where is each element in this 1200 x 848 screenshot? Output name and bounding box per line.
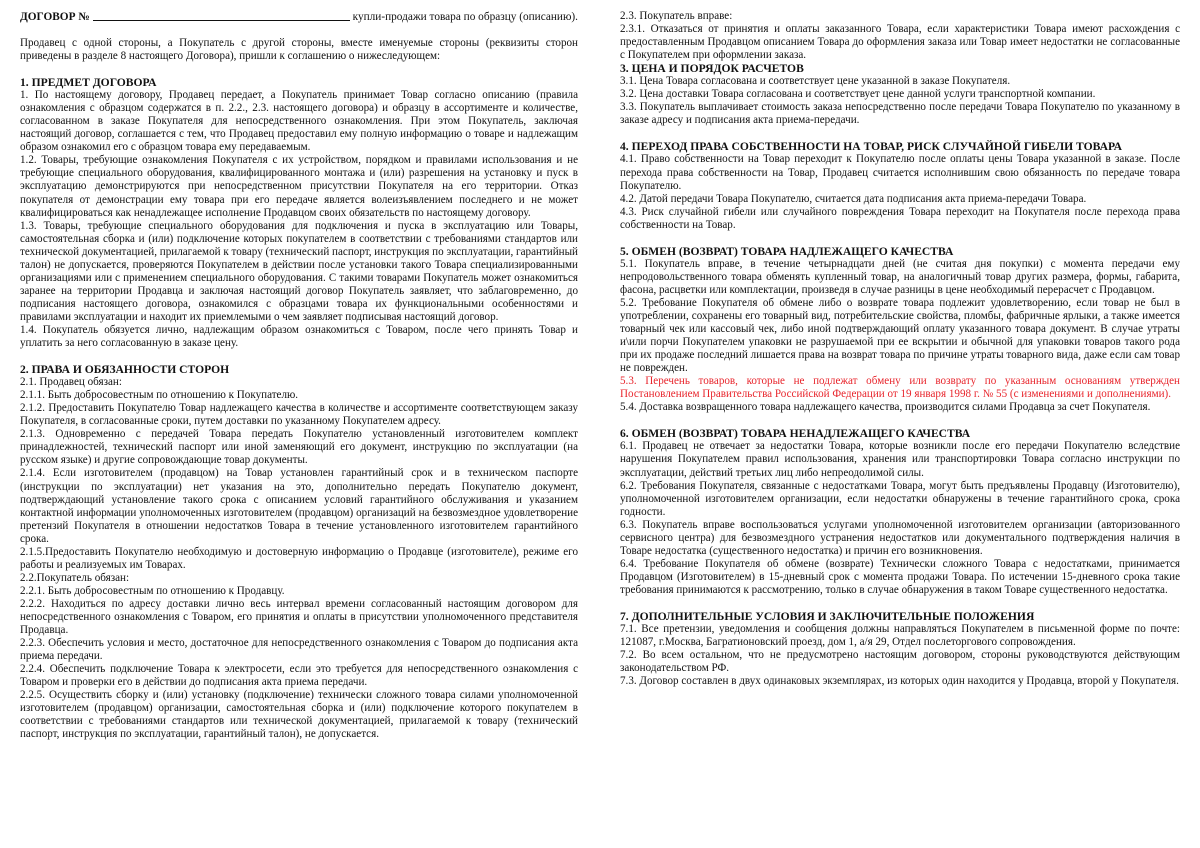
- section-5-heading: 5. ОБМЕН (ВОЗВРАТ) ТОВАРА НАДЛЕЖАЩЕГО КАЧЕСТВА: [620, 244, 954, 258]
- right-column: [620, 10, 1180, 688]
- clause-7-1: 7.1. Все претензии, уведомления и сообщения должны направляться Покупателем в письменной форме по почте: 121087, г.Москва, Багратионовский проезд, дом 1, а/я 29, Отдел послеторгового сопровождения.: [620, 623, 1180, 649]
- section-3-heading: 3. ЦЕНА И ПОРЯДОК РАСЧЕТОВ: [620, 62, 804, 76]
- section-1-heading: 1. ПРЕДМЕТ ДОГОВОРА: [20, 76, 157, 90]
- clause-2-1: 2.1. Продавец обязан:: [20, 376, 122, 389]
- clause-3-2: 3.2. Цена доставки Товара согласована и соответствует цене данной услуги транспортной компании.: [620, 88, 1096, 101]
- clause-2-2-5: 2.2.5. Осуществить сборку и (или) установку (подключение) технически сложного товара силами уполномоченной изготовителем (продавцом) организации, самостоятельная сборка и (или) подключение которого покупателем в соответствии с требованиями стандартов или технической документацией, прилагаемой к товару (технический паспорт, инструкция по эксплуатации, гарантийный талон), не допускается.: [20, 689, 578, 741]
- clause-4-1: 4.1. Право собственности на Товар переходит к Покупателю после оплаты цены Товара указанной в заказе. После перехода права собственности на Товар, Продавец считается исполнившим свою обязанность по передаче товара Покупателю.: [620, 153, 1180, 192]
- clause-1-2: 1.2. Товары, требующие ознакомления Покупателя с их устройством, порядком и правилами использования и не требующие специального оборудования, квалифицированного монтажа и (или) разрешения на установку и пуск в эксплуатацию демонстрируются при непосредственном присутствии Покупателя на его территории. Отказ покупателя от демонстрации ему товара при его передаче является волеизъявлением последнего и не может квалифицироваться как ненадлежащее исполнение Продавцом своих обязательств по настоящему договору.: [20, 154, 578, 219]
- clause-2-1-1: 2.1.1. Быть добросовестным по отношению к Покупателю.: [20, 389, 299, 402]
- clause-2-2-3: 2.2.3. Обеспечить условия и место, достаточное для непосредственного ознакомления с Товаром до подписания акта приема передачи.: [20, 637, 578, 663]
- clause-6-4: 6.4. Требование Покупателя об обмене (возврате) Технически сложного Товара с недостатками, принимается Продавцом (Изготовителем) в 15-дневный срок с момента продажи Товара. По истечении 15-дневного срока такие требования принимаются к рассмотрению, только в случае обнаружения в таком Товаре существенного недостатка.: [620, 557, 1180, 596]
- clause-1-1: 1. По настоящему договору, Продавец передает, а Покупатель принимает Товар согласно описанию (правила ознакомления с образцом содержатся в п. 2.2., 2.3. настоящего договора) и образцу в ассортименте и количестве, согласованном в заказе Покупателя для непосредственного ознакомления. При этом Покупатель, заключая настоящий договор, соглашается с тем, что Продавец предоставил ему полную информацию о товаре и надлежащим образом ознакомил его с образцом товара ему передаваемым.: [20, 89, 578, 154]
- clause-6-1: 6.1. Продавец не отвечает за недостатки Товара, которые возникли после его передачи Покупателю вследствие нарушения Покупателем правил использования, хранения или транспортировки Товара согласно инструкции по эксплуатации, действий третьих лиц либо непреодолимой силы.: [620, 440, 1180, 479]
- clause-2-2-4: 2.2.4. Обеспечить подключение Товара к электросети, если это требуется для непосредственного ознакомления с Товаром и проверки его в действии до подписания акта приема передачи.: [20, 663, 578, 689]
- clause-6-2: 6.2. Требования Покупателя, связанные с недостатками Товара, могут быть предъявлены Продавцу (Изготовителю), уполномоченной изготовителем организации, если недостатки обнаружены в течение гарантийного срока, срока годности.: [620, 479, 1180, 518]
- section-6-heading: 6. ОБМЕН (ВОЗВРАТ) ТОВАРА НЕНАДЛЕЖАЩЕГО КАЧЕСТВА: [620, 427, 971, 441]
- clause-2-2-1: 2.2.1. Быть добросовестным по отношению к Продавцу.: [20, 584, 285, 597]
- title-label: ДОГОВОР №: [20, 11, 90, 23]
- clause-2-1-5: 2.1.5.Предоставить Покупателю необходимую и достоверную информацию о Продавце (изготовителе), режиме его работы и реализуемых им Товарах.: [20, 545, 578, 571]
- title-tail: купли-продажи товара по образцу (описанию).: [352, 11, 578, 23]
- clause-2-1-3: 2.1.3. Одновременно с передачей Товара передать Покупателю установленный изготовителем комплект принадлежностей, технический паспорт или иной заменяющий его документ, инструкцию по эксплуатации (на русском языке) и другие сопровождающие товар документы.: [20, 428, 578, 467]
- clause-3-1: 3.1. Цена Товара согласована и соответствует цене указанной в заказе Покупателя.: [620, 75, 1011, 88]
- clause-2-3: 2.3. Покупатель вправе:: [620, 10, 733, 22]
- clause-1-3: 1.3. Товары, требующие специального оборудования для подключения и пуска в эксплуатацию или Товары, самостоятельная сборка и (или) подключение которых покупателем в соответствии с требованиями стандартов или технической документацией, прилагаемой к товару (технический паспорт, инструкция по эксплуатации, гарантийный талон) не допускается, проверяются Покупателем в действии после установки такого Товара специализированными организациями или с применением специального оборудования. С такими товарами Покупатель может ознакомиться заранее на территории Продавца и заключая настоящий договор Покупатель заявляет, что заблаговременно, до подписания настоящего договора, ознакомился с образцами товара их функциональными особенностями и правилами эксплуатации и находит их приемлемыми о чем заявляет подписывая настоящий договор.: [20, 219, 578, 323]
- clause-7-2: 7.2. Во всем остальном, что не предусмотрено настоящим договором, стороны руководствуются действующим законодательством РФ.: [620, 649, 1180, 675]
- clause-2-1-2: 2.1.2. Предоставить Покупателю Товар надлежащего качества в количестве и ассортименте соответствующем заказу Покупателя, в согласованные сроки, путем доставки по указанному Покупателем адресу.: [20, 402, 578, 428]
- left-column: [20, 10, 578, 741]
- clause-5-4: 5.4. Доставка возвращенного товара надлежащего качества, производится силами Продавца за счет Покупателя.: [620, 401, 1151, 414]
- document-title: [20, 10, 578, 24]
- clause-1-4: 1.4. Покупатель обязуется лично, надлежащим образом ознакомиться с Товаром, после чего принять Товар и уплатить за него согласованную в заказе цену.: [20, 323, 578, 350]
- intro-paragraph: Продавец с одной стороны, а Покупатель с другой стороны, вместе именуемые стороны (реквизиты сторон приведены в разделе 8 настоящего Договора), пришли к соглашению о нижеследующем:: [20, 37, 578, 63]
- section-7-heading: 7. ДОПОЛНИТЕЛЬНЫЕ УСЛОВИЯ И ЗАКЛЮЧИТЕЛЬНЫЕ ПОЛОЖЕНИЯ: [620, 609, 1035, 623]
- clause-6-3: 6.3. Покупатель вправе воспользоваться услугами уполномоченной изготовителем организации (авторизованного сервисного центра) для безвозмездного устранения недостатков или документального подтверждения наличия в Товаре недостатка (существенного недостатка) и причин его возникновения.: [620, 518, 1180, 557]
- clause-5-3-highlighted: 5.3. Перечень товаров, которые не подлежат обмену или возврату по указанным основаниям утвержден Постановлением Правительства Российской Федерации от 19 января 1998 г. № 55 (с изменениями и дополнениями).: [620, 375, 1180, 401]
- section-4-heading: 4. ПЕРЕХОД ПРАВА СОБСТВЕННОСТИ НА ТОВАР, РИСК СЛУЧАЙНОЙ ГИБЕЛИ ТОВАРА: [620, 140, 1122, 154]
- clause-3-3: 3.3. Покупатель выплачивает стоимость заказа непосредственно после передачи Товара Покупателю по указанному в заказе адресу и подписания акта приема-передачи.: [620, 101, 1180, 127]
- clause-2-1-4: 2.1.4. Если изготовителем (продавцом) на Товар установлен гарантийный срок и в техническом паспорте (инструкции по эксплуатации) нет указания на это, дополнительно передать Покупателю документ, подтверждающий установление такого срока с описанием условий гарантийного обслуживания и указанием контактной информации уполномоченных изготовителем (продавцом) организаций на безвозмездное удовлетворение претензий Покупателя в отношении недостатков Товара в течение установленного изготовителем гарантийного срока.: [20, 467, 578, 545]
- clause-5-2: 5.2. Требование Покупателя об обмене либо о возврате товара подлежит удовлетворению, если товар не был в употреблении, сохранены его товарный вид, потребительские свойства, пломбы, фабричные ярлыки, а также имеется товарный чек или кассовый чек, либо иной подтверждающий оплату указанного товара документ. В случае утраты и\или порчи Покупателем упаковки не разрушаемой при ее вскрытии и обычной для упаковки товаров такого рода при их продаже последний лишается права на возврат товара по причине утраты товарного вида, даже если сам товар не поврежден.: [620, 296, 1180, 375]
- clause-2-2: 2.2.Покупатель обязан:: [20, 571, 130, 584]
- clause-2-2-2: 2.2.2. Находиться по адресу доставки лично весь интервал времени согласованный настоящим договором для непосредственного ознакомления с Товаром, его принятия и оплаты в присутствии уполномоченного представителя Продавца.: [20, 597, 578, 637]
- clause-4-3: 4.3. Риск случайной гибели или случайного повреждения Товара переходит на Покупателя после перехода права собственности на Товар.: [620, 205, 1180, 231]
- clause-4-2: 4.2. Датой передачи Товара Покупателю, считается дата подписания акта приема-передачи Товара.: [620, 192, 1087, 205]
- number-blank-line: [93, 20, 350, 21]
- section-2-heading: 2. ПРАВА И ОБЯЗАННОСТИ СТОРОН: [20, 363, 230, 377]
- clause-2-3-1: 2.3.1. Отказаться от принятия и оплаты заказанного Товара, если характеристики Товара имеют расхождения с предоставленным Продавцом описанием Товара до оформления заказа или Товар имеет недостатки не согласованные с Покупателем при оформлении заказа.: [620, 23, 1180, 62]
- clause-7-3: 7.3. Договор составлен в двух одинаковых экземплярах, из которых один находится у Продавца, второй у Покупателя.: [620, 675, 1179, 688]
- clause-5-1: 5.1. Покупатель вправе, в течение четырнадцати дней (не считая дня покупки) с момента передачи ему непродовольственного товара обменять купленный товар, на аналогичный товар других размера, формы, габарита, фасона, расцветки или комплектации, произведя в случае разницы в цене необходимый перерасчет с Продавцом.: [620, 257, 1180, 296]
